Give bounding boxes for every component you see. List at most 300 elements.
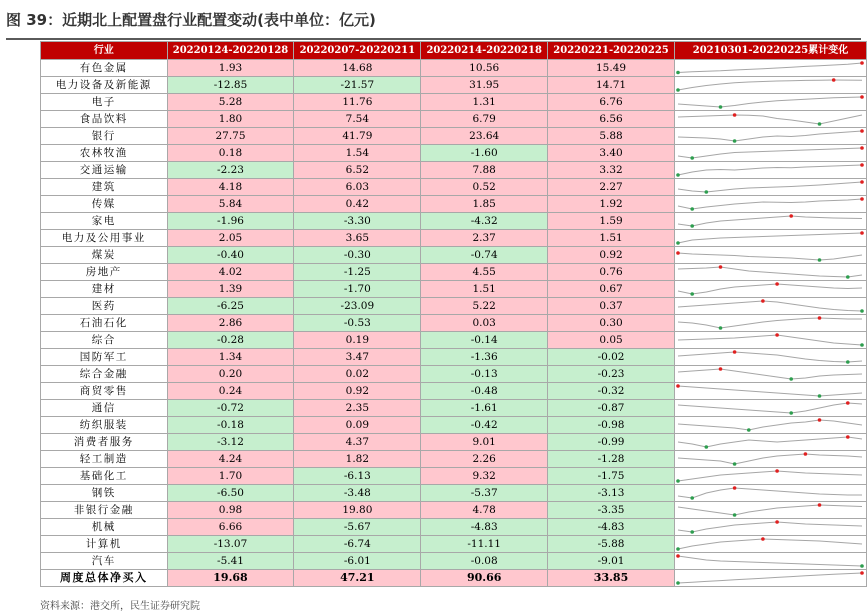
sparkline-low-marker (704, 445, 708, 449)
week-4-value: -0.23 (548, 366, 675, 383)
week-3-value: 2.37 (421, 230, 548, 247)
sparkline-low-marker (789, 377, 793, 381)
industry-name: 家电 (41, 213, 168, 230)
week-2-value: -6.74 (294, 536, 421, 553)
sparkline-low-marker (690, 156, 694, 160)
week-3-value: 9.32 (421, 468, 548, 485)
sparkline-low-marker (733, 513, 737, 517)
week-2-value: 6.03 (294, 179, 421, 196)
sparkline (675, 196, 865, 212)
week-3-value: -0.74 (421, 247, 548, 264)
sparkline-high-marker (719, 367, 723, 371)
table-row (41, 128, 867, 145)
sparkline-high-marker (860, 231, 864, 235)
sparkline-path (678, 216, 862, 226)
week-2-value: 0.42 (294, 196, 421, 213)
week-3-value: 4.78 (421, 502, 548, 519)
sparkline-high-marker (804, 452, 808, 456)
sparkline-path (678, 522, 862, 532)
week-3-value: 4.55 (421, 264, 548, 281)
industry-name: 医药 (41, 298, 168, 315)
sparkline-high-marker (860, 129, 864, 133)
sparkline-high-marker (818, 418, 822, 422)
sparkline (675, 315, 865, 331)
week-4-value: 14.71 (548, 77, 675, 94)
week-1-value: 4.18 (167, 179, 294, 196)
week-2-value: 1.82 (294, 451, 421, 468)
week-3-value: -0.42 (421, 417, 548, 434)
week-2-value: -0.30 (294, 247, 421, 264)
col-header-industry: 行业 (41, 42, 168, 60)
week-4-value: 3.40 (548, 145, 675, 162)
industry-name: 石油石化 (41, 315, 168, 332)
sparkline (675, 400, 865, 416)
sparkline-high-marker (733, 350, 737, 354)
week-4-value: 0.67 (548, 281, 675, 298)
cumulative-sparkline-cell (674, 145, 866, 162)
week-1-value: 0.20 (167, 366, 294, 383)
sparkline (675, 230, 865, 246)
table-row (41, 162, 867, 179)
sparkline-low-marker (676, 241, 680, 245)
week-2-value: -23.09 (294, 298, 421, 315)
sparkline-low-marker (860, 309, 864, 313)
sparkline-low-marker (733, 139, 737, 143)
sparkline (675, 128, 865, 144)
week-2-value: -6.01 (294, 553, 421, 570)
sparkline (675, 213, 865, 229)
cumulative-sparkline-cell (674, 485, 866, 502)
sparkline (675, 502, 865, 518)
sparkline (675, 417, 865, 433)
week-1-value: 0.98 (167, 502, 294, 519)
cumulative-sparkline-cell (674, 553, 866, 570)
sparkline-path (678, 454, 862, 464)
table-row (41, 179, 867, 196)
sparkline-low-marker (676, 547, 680, 551)
cumulative-sparkline-cell (674, 179, 866, 196)
sparkline-path (678, 253, 862, 260)
week-1-value: 27.75 (167, 128, 294, 145)
sparkline-high-marker (775, 333, 779, 337)
sparkline-low-marker (719, 105, 723, 109)
figure-title: 图 39：近期北上配置盘行业配置变动(表中单位：亿元) (6, 11, 376, 29)
week-1-value: 4.02 (167, 264, 294, 281)
table-row (41, 468, 867, 485)
sparkline (675, 264, 865, 280)
cumulative-sparkline-cell (674, 349, 866, 366)
week-4-value: 33.85 (548, 570, 675, 587)
week-2-value: -6.13 (294, 468, 421, 485)
week-3-value: 9.01 (421, 434, 548, 451)
sparkline-high-marker (846, 401, 850, 405)
week-4-value: 1.92 (548, 196, 675, 213)
sparkline-high-marker (818, 503, 822, 507)
week-3-value: 0.52 (421, 179, 548, 196)
sparkline-low-marker (818, 258, 822, 262)
week-2-value: 11.76 (294, 94, 421, 111)
week-1-value: -0.18 (167, 417, 294, 434)
sparkline-path (678, 403, 862, 413)
table-row (41, 230, 867, 247)
sparkline-path (678, 335, 862, 345)
sparkline-low-marker (690, 530, 694, 534)
week-2-value: -0.53 (294, 315, 421, 332)
table-row (41, 196, 867, 213)
industry-name: 有色金属 (41, 60, 168, 77)
industry-name: 消费者服务 (41, 434, 168, 451)
cumulative-sparkline-cell (674, 94, 866, 111)
sparkline (675, 94, 865, 110)
week-3-value: -4.32 (421, 213, 548, 230)
week-3-value: 2.26 (421, 451, 548, 468)
table-row (41, 434, 867, 451)
sparkline-path (678, 352, 862, 362)
sparkline (675, 451, 865, 467)
industry-name: 机械 (41, 519, 168, 536)
sparkline-high-marker (860, 146, 864, 150)
sparkline-low-marker (690, 207, 694, 211)
cumulative-sparkline-cell (674, 417, 866, 434)
week-3-value: -4.83 (421, 519, 548, 536)
week-3-value: -11.11 (421, 536, 548, 553)
week-2-value: -3.30 (294, 213, 421, 230)
industry-name: 食品饮料 (41, 111, 168, 128)
sparkline-path (678, 573, 862, 583)
sparkline-path (678, 386, 862, 396)
week-4-value: -1.28 (548, 451, 675, 468)
week-2-value: 4.37 (294, 434, 421, 451)
week-1-value: 1.39 (167, 281, 294, 298)
cumulative-sparkline-cell (674, 77, 866, 94)
table-row (41, 400, 867, 417)
source-note: 资料来源：港交所，民生证券研究院 (40, 601, 200, 612)
industry-name: 传媒 (41, 196, 168, 213)
sparkline (675, 111, 865, 127)
week-4-value: -1.75 (548, 468, 675, 485)
week-4-value: 5.88 (548, 128, 675, 145)
sparkline-path (678, 369, 862, 379)
table-row (41, 264, 867, 281)
sparkline-low-marker (690, 292, 694, 296)
sparkline (675, 349, 865, 365)
table-row (41, 213, 867, 230)
sparkline-low-marker (846, 360, 850, 364)
col-header-week-4: 20220221-20220225 (548, 42, 675, 60)
table-row (41, 60, 867, 77)
week-4-value: 0.30 (548, 315, 675, 332)
sparkline-high-marker (860, 61, 864, 65)
sparkline-high-marker (860, 95, 864, 99)
industry-name: 电力及公用事业 (41, 230, 168, 247)
sparkline (675, 60, 865, 76)
sparkline-high-marker (789, 214, 793, 218)
week-4-value: 3.32 (548, 162, 675, 179)
industry-name: 建筑 (41, 179, 168, 196)
cumulative-sparkline-cell (674, 315, 866, 332)
industry-name: 电子 (41, 94, 168, 111)
week-1-value: 2.86 (167, 315, 294, 332)
table-row (41, 94, 867, 111)
cumulative-sparkline-cell (674, 196, 866, 213)
cumulative-sparkline-cell (674, 281, 866, 298)
sparkline-high-marker (860, 163, 864, 167)
week-4-value: -0.32 (548, 383, 675, 400)
cumulative-sparkline-cell (674, 298, 866, 315)
week-4-value: -0.98 (548, 417, 675, 434)
cumulative-sparkline-cell (674, 332, 866, 349)
week-3-value: 1.51 (421, 281, 548, 298)
week-1-value: -1.96 (167, 213, 294, 230)
sparkline-high-marker (832, 78, 836, 82)
sparkline (675, 383, 865, 399)
cumulative-sparkline-cell (674, 111, 866, 128)
industry-name: 轻工制造 (41, 451, 168, 468)
sparkline (675, 281, 865, 297)
table-row (41, 315, 867, 332)
col-header-week-1: 20220124-20220128 (167, 42, 294, 60)
sparkline (675, 77, 865, 93)
week-4-value: 0.37 (548, 298, 675, 315)
table-row (41, 417, 867, 434)
sparkline (675, 366, 865, 382)
cumulative-sparkline-cell (674, 230, 866, 247)
week-3-value: 10.56 (421, 60, 548, 77)
cumulative-sparkline-cell (674, 536, 866, 553)
industry-name: 综合金融 (41, 366, 168, 383)
table-row (41, 451, 867, 468)
title-rule (6, 38, 861, 40)
sparkline-path (678, 284, 862, 294)
week-1-value: 1.80 (167, 111, 294, 128)
sparkline-high-marker (761, 537, 765, 541)
cumulative-sparkline-cell (674, 128, 866, 145)
week-1-value: -2.23 (167, 162, 294, 179)
sparkline-path (678, 420, 862, 430)
week-1-value: -0.28 (167, 332, 294, 349)
week-4-value: 6.56 (548, 111, 675, 128)
industry-name: 计算机 (41, 536, 168, 553)
week-2-value: 0.02 (294, 366, 421, 383)
sparkline-path (678, 199, 862, 209)
sparkline-path (678, 301, 862, 311)
week-2-value: 19.80 (294, 502, 421, 519)
sparkline-low-marker (676, 71, 680, 75)
table-row (41, 298, 867, 315)
week-3-value: 1.31 (421, 94, 548, 111)
week-2-value: -3.48 (294, 485, 421, 502)
cumulative-sparkline-cell (674, 400, 866, 417)
week-1-value: -3.12 (167, 434, 294, 451)
sparkline-low-marker (676, 88, 680, 92)
sparkline-high-marker (733, 486, 737, 490)
sparkline-high-marker (860, 571, 864, 575)
week-4-value: -4.83 (548, 519, 675, 536)
week-4-value: 0.76 (548, 264, 675, 281)
cumulative-sparkline-cell (674, 434, 866, 451)
sparkline-high-marker (676, 554, 680, 558)
week-2-value: 41.79 (294, 128, 421, 145)
table-row (41, 145, 867, 162)
table-row (41, 519, 867, 536)
sparkline-low-marker (704, 190, 708, 194)
sparkline-low-marker (719, 326, 723, 330)
sparkline-high-marker (733, 113, 737, 117)
industry-name: 交通运输 (41, 162, 168, 179)
cumulative-sparkline-cell (674, 264, 866, 281)
industry-name: 纺织服装 (41, 417, 168, 434)
sparkline-path (678, 148, 862, 158)
col-header-week-2: 20220207-20220211 (294, 42, 421, 60)
sparkline (675, 162, 865, 178)
table-row (41, 111, 867, 128)
cumulative-sparkline-cell (674, 213, 866, 230)
sparkline-low-marker (846, 275, 850, 279)
sparkline (675, 332, 865, 348)
sparkline (675, 179, 865, 195)
sparkline (675, 536, 865, 552)
week-3-value: -1.61 (421, 400, 548, 417)
total-label: 周度总体净买入 (41, 570, 168, 587)
week-3-value: 90.66 (421, 570, 548, 587)
table-row (41, 349, 867, 366)
industry-name: 汽车 (41, 553, 168, 570)
sparkline-path (678, 63, 862, 73)
sparkline-low-marker (747, 428, 751, 432)
week-2-value: -5.67 (294, 519, 421, 536)
week-1-value: 1.70 (167, 468, 294, 485)
sparkline-path (678, 505, 862, 515)
week-3-value: -0.08 (421, 553, 548, 570)
week-4-value: -0.02 (548, 349, 675, 366)
col-header-week-3: 20220214-20220218 (421, 42, 548, 60)
sparkline-path (678, 556, 862, 566)
week-3-value: -0.13 (421, 366, 548, 383)
industry-name: 农林牧渔 (41, 145, 168, 162)
week-4-value: 1.59 (548, 213, 675, 230)
week-2-value: 0.92 (294, 383, 421, 400)
week-1-value: 19.68 (167, 570, 294, 587)
cumulative-sparkline-cell (674, 162, 866, 179)
week-3-value: -1.36 (421, 349, 548, 366)
week-1-value: -13.07 (167, 536, 294, 553)
industry-name: 钢铁 (41, 485, 168, 502)
week-3-value: 31.95 (421, 77, 548, 94)
table-row (41, 485, 867, 502)
sparkline-path (678, 165, 862, 175)
sparkline (675, 145, 865, 161)
week-3-value: 7.88 (421, 162, 548, 179)
week-1-value: 1.93 (167, 60, 294, 77)
sparkline-path (678, 115, 862, 124)
week-3-value: 0.03 (421, 315, 548, 332)
table-row (41, 281, 867, 298)
week-2-value: 14.68 (294, 60, 421, 77)
sparkline-path (678, 471, 862, 481)
industry-name: 基础化工 (41, 468, 168, 485)
week-1-value: -12.85 (167, 77, 294, 94)
week-1-value: -0.40 (167, 247, 294, 264)
cumulative-sparkline-cell (674, 366, 866, 383)
week-2-value: -1.70 (294, 281, 421, 298)
sparkline (675, 570, 865, 586)
sparkline (675, 485, 865, 501)
week-2-value: 6.52 (294, 162, 421, 179)
week-1-value: -6.25 (167, 298, 294, 315)
sparkline-path (678, 488, 862, 498)
week-3-value: 23.64 (421, 128, 548, 145)
cumulative-sparkline-cell (674, 502, 866, 519)
cumulative-sparkline-cell (674, 570, 866, 587)
sparkline-high-marker (676, 384, 680, 388)
table-row (41, 77, 867, 94)
week-4-value: 6.76 (548, 94, 675, 111)
sparkline-low-marker (860, 343, 864, 347)
sparkline-high-marker (775, 469, 779, 473)
week-4-value: -0.87 (548, 400, 675, 417)
industry-name: 非银行金融 (41, 502, 168, 519)
table-row (41, 332, 867, 349)
week-2-value: 7.54 (294, 111, 421, 128)
industry-name: 综合 (41, 332, 168, 349)
industry-name: 通信 (41, 400, 168, 417)
industry-allocation-table (40, 41, 867, 587)
industry-name: 房地产 (41, 264, 168, 281)
sparkline-high-marker (719, 265, 723, 269)
week-2-value: -21.57 (294, 77, 421, 94)
col-header-cumulative: 20210301-20220225累计变化 (674, 42, 866, 60)
sparkline-path (678, 97, 862, 107)
week-2-value: 47.21 (294, 570, 421, 587)
cumulative-sparkline-cell (674, 383, 866, 400)
sparkline-low-marker (676, 581, 680, 585)
week-1-value: 4.24 (167, 451, 294, 468)
week-4-value: 0.05 (548, 332, 675, 349)
week-1-value: 0.18 (167, 145, 294, 162)
sparkline (675, 468, 865, 484)
industry-name: 煤炭 (41, 247, 168, 264)
cumulative-sparkline-cell (674, 519, 866, 536)
sparkline-low-marker (676, 173, 680, 177)
week-1-value: 0.24 (167, 383, 294, 400)
table-row (41, 366, 867, 383)
table-row (41, 553, 867, 570)
sparkline-high-marker (676, 251, 680, 255)
table-row (41, 383, 867, 400)
industry-name: 国防军工 (41, 349, 168, 366)
week-3-value: 5.22 (421, 298, 548, 315)
week-4-value: 2.27 (548, 179, 675, 196)
week-1-value: 6.66 (167, 519, 294, 536)
sparkline-path (678, 233, 862, 243)
header-row (41, 42, 867, 60)
sparkline-high-marker (860, 180, 864, 184)
week-2-value: -1.25 (294, 264, 421, 281)
table-row (41, 247, 867, 264)
week-4-value: -5.88 (548, 536, 675, 553)
week-3-value: -0.48 (421, 383, 548, 400)
week-4-value: -0.99 (548, 434, 675, 451)
cumulative-sparkline-cell (674, 60, 866, 77)
sparkline (675, 553, 865, 569)
sparkline-low-marker (789, 411, 793, 415)
sparkline-path (678, 318, 862, 328)
sparkline-low-marker (690, 496, 694, 500)
sparkline-high-marker (775, 282, 779, 286)
sparkline-low-marker (676, 479, 680, 483)
sparkline-path (678, 539, 862, 549)
industry-name: 商贸零售 (41, 383, 168, 400)
